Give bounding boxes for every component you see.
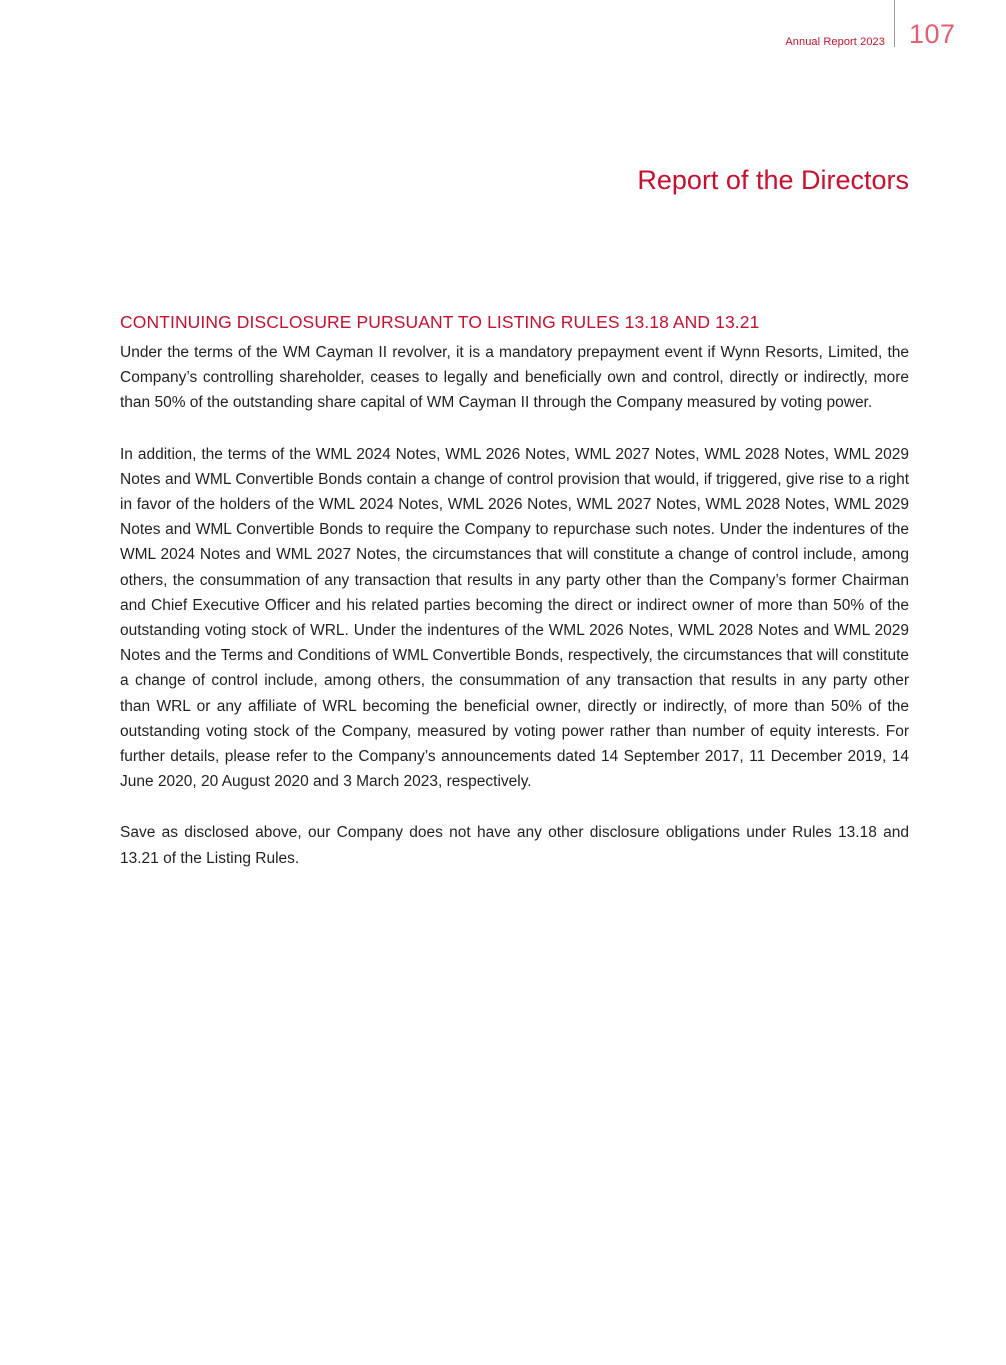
page-number: 107 (909, 19, 956, 49)
header-divider (894, 0, 895, 47)
section-heading: CONTINUING DISCLOSURE PURSUANT TO LISTING RULES 13.18 AND 13.21 (120, 312, 760, 332)
main-content (120, 310, 909, 897)
report-label: Annual Report 2023 (785, 36, 885, 48)
paragraph-no-other-obligations: Save as disclosed above, our Company does not have any other disclosure obligations under Rules 13.18 and 13.21 of the Listing Rules. (120, 824, 909, 867)
paragraph-change-of-control: In addition, the terms of the WML 2024 Notes, WML 2026 Notes, WML 2027 Notes, WML 2028 Notes, WML 2029 Notes and WML Convertible Bonds contain a change of control provision that would, if triggered, give rise to a right in favor of the holders of the WML 2024 Notes, WML 2026 Notes, WML 2027 Notes, WML 2028 Notes, WML 2029 Notes and WML Convertible Bonds to require the Company to repurchase such notes. Under the indentures of the WML 2024 Notes and WML 2027 Notes, the circumstances that will constitute a change of control include, among others, the consummation of any transaction that results in any party other than the Company’s former Chairman and Chief Executive Officer and his related parties becoming the direct or indirect owner of more than 50% of the outstanding voting stock of WRL. Under the indentures of the WML 2026 Notes, WML 2028 Notes and WML 2029 Notes and the Terms and Conditions of WML Convertible Bonds, respectively, the circumstances that will constitute a change of control include, among others, the consummation of any transaction that results in any party other than WRL or any affiliate of WRL becoming the beneficial owner, directly or indirectly, of more than 50% of the outstanding voting stock of the Company, measured by voting power rather than number of equity interests. For further details, please refer to the Company’s announcements dated 14 September 2017, 11 December 2019, 14 June 2020, 20 August 2020 and 3 March 2023, respectively. (120, 445, 909, 791)
paragraph-prepayment-event: Under the terms of the WM Cayman II revolver, it is a mandatory prepayment event if Wynn Resorts, Limited, the Company’s controlling shareholder, ceases to legally and beneficially own and control, directly or indirectly, more than 50% of the outstanding share capital of WM Cayman II through the Company measured by voting power. (120, 344, 909, 412)
page-title: Report of the Directors (637, 165, 909, 195)
